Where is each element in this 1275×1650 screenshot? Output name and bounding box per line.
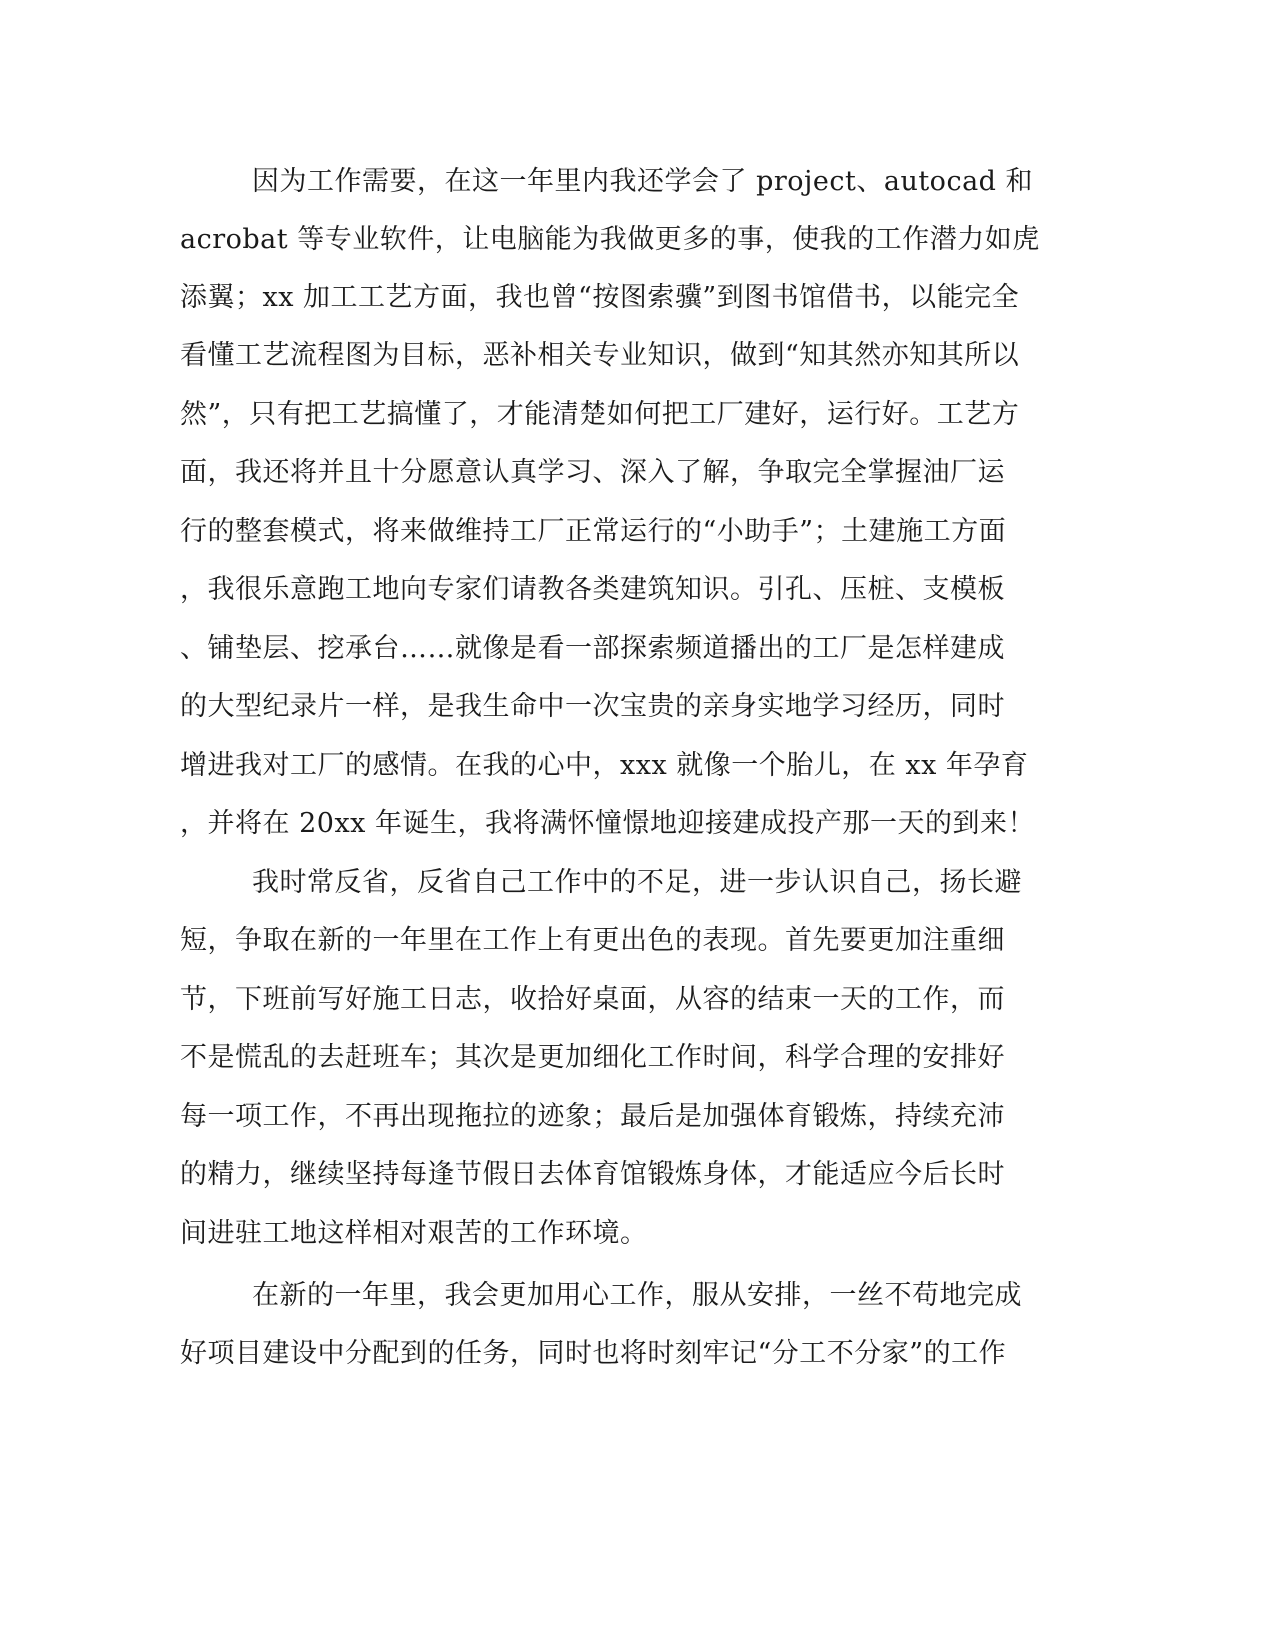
paragraph-1-line-6: 面，我还将并且十分愿意认真学习、深入了解，争取完全掌握油厂运 (180, 457, 1005, 488)
paragraph-2-line-6: 的精力，继续坚持每逢节假日去体育馆锻炼身体，才能适应今后长时 (180, 1159, 1005, 1190)
paragraph-2-line-2: 短，争取在新的一年里在工作上有更出色的表现。首先要更加注重细 (180, 925, 1005, 956)
paragraph-2-line-4: 不是慌乱的去赶班车；其次是更加细化工作时间，科学合理的安排好 (180, 1042, 1005, 1073)
paragraph-2-line-5: 每一项工作，不再出现拖拉的迹象；最后是加强体育锻炼，持续充沛 (180, 1101, 1005, 1132)
paragraph-2-line-7: 间进驻工地这样相对艰苦的工作环境。 (180, 1218, 648, 1249)
paragraph-3-line-2: 好项目建设中分配到的任务，同时也将时刻牢记“分工不分家”的工作 (180, 1338, 1007, 1369)
paragraph-1-line-7: 行的整套模式，将来做维持工厂正常运行的“小助手”；土建施工方面 (180, 516, 1007, 547)
paragraph-1-line-9: 、铺垫层、挖承台……就像是看一部探索频道播出的工厂是怎样建成 (180, 633, 1005, 664)
paragraph-3-line-1: 在新的一年里，我会更加用心工作，服从安排，一丝不苟地完成 (252, 1280, 1022, 1311)
paragraph-1-line-10: 的大型纪录片一样，是我生命中一次宝贵的亲身实地学习经历，同时 (180, 691, 1005, 722)
paragraph-1-line-8: ，我很乐意跑工地向专家们请教各类建筑知识。引孔、压桩、支模板 (180, 574, 1005, 605)
paragraph-1-line-3: 添翼；xx 加工工艺方面，我也曾“按图索骥”到图书馆借书，以能完全 (180, 282, 1020, 313)
paragraph-2-line-3: 节，下班前写好施工日志，收拾好桌面，从容的结束一天的工作，而 (180, 984, 1005, 1015)
paragraph-1-line-11: 增进我对工厂的感情。在我的心中，xxx 就像一个胎儿，在 xx 年孕育 (180, 750, 1029, 781)
paragraph-1-line-2: acrobat 等专业软件，让电脑能为我做更多的事，使我的工作潜力如虎 (180, 224, 1040, 255)
paragraph-1-line-1: 因为工作需要，在这一年里内我还学会了 project、autocad 和 (252, 166, 1034, 197)
paragraph-1-line-5: 然”，只有把工艺搞懂了，才能清楚如何把工厂建好，运行好。工艺方 (180, 399, 1020, 430)
paragraph-1-line-4: 看懂工艺流程图为目标，恶补相关专业知识，做到“知其然亦知其所以 (180, 340, 1020, 371)
paragraph-1-line-12: ，并将在 20xx 年诞生，我将满怀憧憬地迎接建成投产那一天的到来！ (180, 808, 1035, 839)
paragraph-2-line-1: 我时常反省，反省自己工作中的不足，进一步认识自己，扬长避 (252, 867, 1022, 898)
